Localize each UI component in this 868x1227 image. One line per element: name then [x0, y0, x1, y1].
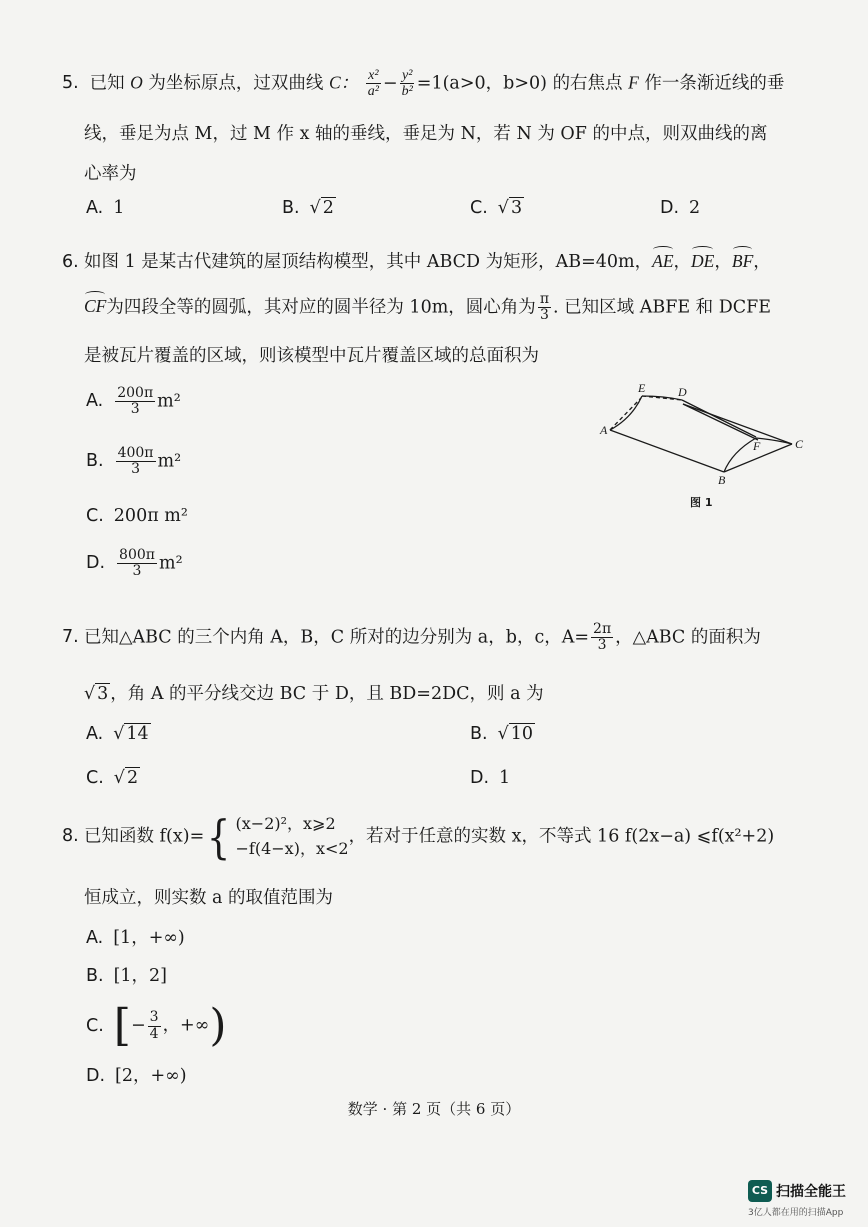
- q8-option-a: A. [1，+∞): [86, 928, 185, 948]
- q5-eq-rest: =1(a>0，b>0): [416, 73, 547, 94]
- fig-label-c: C: [795, 437, 804, 451]
- q5-line1: [62, 68, 784, 100]
- q8-line2: 恒成立，则实数 a 的取值范围为: [84, 888, 334, 908]
- q7-option-c: C. √ 2: [86, 768, 139, 788]
- q8-number: 8.: [62, 826, 79, 847]
- q6-text-c: . 已知区域 ABFE 和 DCFE: [553, 297, 772, 318]
- q5-f: F: [628, 72, 639, 93]
- q5-number: 5.: [62, 73, 79, 94]
- q6-line2: [84, 292, 771, 324]
- figure-caption: 图 1: [690, 496, 713, 509]
- page-footer: 数学 · 第 2 页（共 6 页）: [347, 1100, 521, 1118]
- q5-text-a: 已知: [89, 73, 125, 94]
- q5-option-a: A. 1: [86, 198, 125, 218]
- arc-de: DE: [691, 251, 715, 271]
- q6-option-d: D. $\frac{800\pi}{3}$ m²: [86, 547, 183, 580]
- logo-tagline: 3亿人都在用的扫描App: [748, 1208, 844, 1218]
- q6-text-b: 为四段全等的圆弧，其对应的圆半径为 10m，圆心角为: [106, 297, 536, 318]
- q6-text-a: 如图 1 是某古代建筑的屋顶结构模型，其中 ABCD 为矩形，AB=40m，: [84, 252, 653, 272]
- q8-option-d: D. [2，+∞): [86, 1066, 187, 1086]
- q5-text-b: 为坐标原点，过双曲线: [148, 73, 324, 94]
- q5-text-c: 的右焦点: [552, 73, 623, 94]
- logo-name: 扫描全能王: [776, 1184, 846, 1200]
- q7-line2: [84, 680, 544, 705]
- scanner-logo: [748, 1180, 858, 1220]
- q6-option-a: A. $\frac{200\pi}{3}$ m²: [86, 385, 181, 418]
- q8-piecewise: { (x−2)²，x⩾2 −f(4−x)，x<2: [207, 809, 349, 864]
- fig-label-a: A: [600, 423, 608, 437]
- q7-option-d: D. 1: [470, 768, 511, 788]
- q7-number: 7.: [62, 627, 79, 648]
- q8-option-c: C. [− $\frac{3}{4}$ ，+∞): [86, 1000, 227, 1051]
- q8-case-1: (x−2)²，x⩾2: [235, 814, 336, 833]
- q5-frac-y: $\frac{\text{y²}}{\text{b²}}$: [401, 68, 413, 100]
- q6-option-c: C. 200π m²: [86, 506, 188, 526]
- fig-label-e: E: [638, 381, 646, 395]
- q7-text-b: ，△ABC 的面积为: [615, 627, 761, 648]
- q5-c: C：: [328, 72, 359, 93]
- q5-line2: 线，垂足为点 M，过 M 作 x 轴的垂线，垂足为 N，若 N 为 OF 的中点，则双曲线的离: [84, 124, 768, 144]
- fig-label-b: B: [718, 473, 726, 487]
- q5-o: O: [130, 72, 143, 93]
- q6-line3: 是被瓦片覆盖的区域，则该模型中瓦片覆盖区域的总面积为: [84, 346, 539, 366]
- q8-line1: [62, 809, 775, 864]
- figure-1: [598, 378, 818, 518]
- q6-option-b: B. $\frac{400\pi}{3}$ m²: [86, 445, 182, 478]
- fig-label-f: F: [753, 439, 761, 453]
- q5-minus: −: [382, 73, 398, 94]
- q5-line3: 心率为: [84, 164, 137, 184]
- q7-text-a: 已知△ABC 的三个内角 A，B，C 所对的边分别为 a，b，c，A=: [84, 627, 590, 648]
- q5-option-d: D. 2: [660, 198, 701, 218]
- q8-text-a: 已知函数 f(x)=: [84, 826, 205, 847]
- roof-diagram: [598, 378, 818, 518]
- arc-ae: AE: [652, 251, 674, 271]
- arc-cf: CF: [84, 296, 107, 317]
- q7-text-c: ，角 A 的平分线交边 BC 于 D，且 BD=2DC，则 a 为: [110, 684, 544, 704]
- q8-option-b: B. [1，2]: [86, 966, 168, 986]
- q8-case-2: −f(4−x)，x<2: [235, 838, 349, 858]
- q5-text-d: 作一条渐近线的垂: [644, 73, 785, 94]
- q6-line1: 6. 如图 1 是某古代建筑的屋顶结构模型，其中 ABCD 为矩形，AB=40m，AE，DE，BF，: [62, 251, 771, 272]
- q7-option-a: A. √ 14: [86, 724, 149, 744]
- q6-angle: $\frac{\pi}{3}$: [539, 291, 550, 324]
- q5-option-b: B. √ 2: [282, 198, 334, 218]
- fig-label-d: D: [678, 385, 687, 399]
- arc-bf: BF: [731, 251, 754, 271]
- q5-frac-x: $\frac{\text{x²}}{\text{a²}}$: [367, 68, 379, 100]
- q7-line1: [62, 622, 761, 654]
- cs-logo-icon: CS: [748, 1180, 772, 1202]
- q8-text-b: ，若对于任意的实数 x，不等式 16 f(2x−a) ⩽f(x²+2): [348, 826, 775, 847]
- q7-area: √ 3: [84, 684, 109, 704]
- q7-option-b: B. √ 10: [470, 724, 534, 744]
- q7-angle: $\frac{2\pi}{3}$: [593, 621, 612, 654]
- q5-option-c: C. √ 3: [470, 198, 523, 218]
- q6-number: 6.: [62, 252, 79, 272]
